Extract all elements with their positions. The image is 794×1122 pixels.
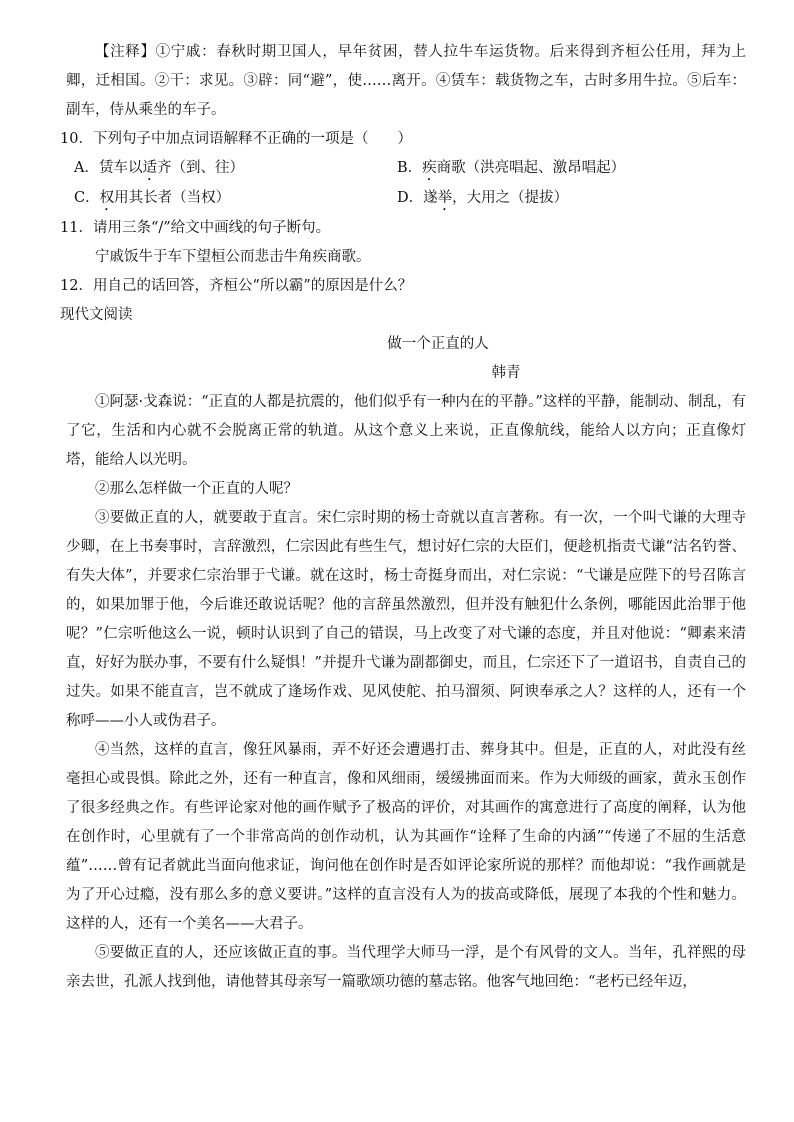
question-10-stem: 10．下列句子中加点词语解释不正确的一项是（ ） [60,131,412,147]
article-title: 做一个正直的人 [387,336,489,352]
article-paragraph-1: ①阿瑟·戈森说：“正直的人都是抗震的，他们似乎有一种内在的平静。”这样的平静，能制动、制乱，有了它，生活和内心就不会脱离正常的轨道。从这个意义上来说，正直像航线，能给人以方向；正直像灯塔，能给人以光明。 [66,394,746,468]
question-11-sentence: 宁戚饭牛于车下望桓公而悲击牛角疾商歌。 [95,249,371,265]
article-paragraph-5: ⑤要做正直的人，还应该做正直的事。当代理学大师马一浮，是个有风骨的文人。当年，孔祥熙的母亲去世，孔派人找到他，请他替其母亲写一篇歌颂功德的墓志铭。他客气地回绝：“老朽已经年迈， [66,945,746,990]
option-b: B．疾商歌（洪亮唱起、激昂唱起） [397,160,626,176]
option-c: C．权用其长者（当权） [74,190,231,206]
article-paragraph-3: ③要做正直的人，就要敢于直言。宋仁宗时期的杨士奇就以直言著称。有一次，一个叫弋谦的大理寺少卿，在上书奏事时，言辞激烈，仁宗因此有些生气，想讨好仁宗的大臣们，便趁机指责弋谦“沽名钓誉、有失大体”，并要求仁宗治罪于弋谦。就在这时，杨士奇挺身而出，对仁宗说：“弋谦是应陛下的号召陈言的，如果加罪于他，今后谁还敢说话呢？他的言辞虽然激烈，但并没有触犯什么条例，哪能因此治罪于他呢？”仁宗听他这么一说，顿时认识到了自己的错误，马上改变了对弋谦的态度，并且对他说：“卿素来清直，好好为朕办事，不要有什么疑惧！”并提升弋谦为副都御史，而且，仁宗还下了一道诏书，自责自己的过失。如果不能直言，岂不就成了逢场作戏、见风使舵、拍马溜须、阿谀奉承之人？这样的人，还有一个称呼——小人或伪君子。 [66,510,746,729]
article-paragraph-4: ④当然，这样的直言，像狂风暴雨，弄不好还会遭遇打击、葬身其中。但是，正直的人，对此没有丝毫担心或畏惧。除此之外，还有一种直言，像和风细雨，缓缓拂面而来。作为大师级的画家，黄永玉创作了很多经典之作。有些评论家对他的画作赋予了极高的评价，对其画作的寓意进行了高度的阐释，认为他在创作时，心里就有了一个非常高尚的创作动机，认为其画作“诠释了生命的内涵”“传递了不屈的生活意蕴”……曾有记者就此当面向他求证，询问他在创作时是否如评论家所说的那样？而他却说：“我作画就是为了开心过瘾，没有那么多的意义要讲。”这样的直言没有人为的拔高或降低，展现了本我的个性和魅力。这样的人，还有一个美名——大君子。 [66,742,746,932]
option-a: A．赁车以适齐（到、往） [74,160,244,176]
section-heading: 现代文阅读 [60,307,133,323]
dotted-word: 疾 [422,160,437,176]
question-12-stem: 12．用自己的话回答，齐桓公“所以霸”的原因是什么？ [60,278,413,294]
article-paragraph-2: ②那么怎样做一个正直的人呢？ [95,481,298,497]
article-author: 韩青 [491,365,521,381]
question-11-stem: 11．请用三条“/”给文中画线的句子断句。 [60,220,331,236]
annotation-note: 【注释】①宁戚：春秋时期卫国人，早年贫困，替人拉牛车运货物。后来得到齐桓公任用，拜为上卿，迁相国。②干：求见。③辟：同“避”，使……离开。④赁车：载货物之车，古时多用牛拉。⑤后车：副车，侍从乘坐的车子。 [66,44,746,118]
dotted-word: 适 [142,160,157,176]
dotted-word: 权 [99,190,115,206]
option-d: D．遂举，大用之（提拔） [397,190,569,206]
dotted-word: 举 [437,190,453,206]
question-10-options [74,154,746,214]
